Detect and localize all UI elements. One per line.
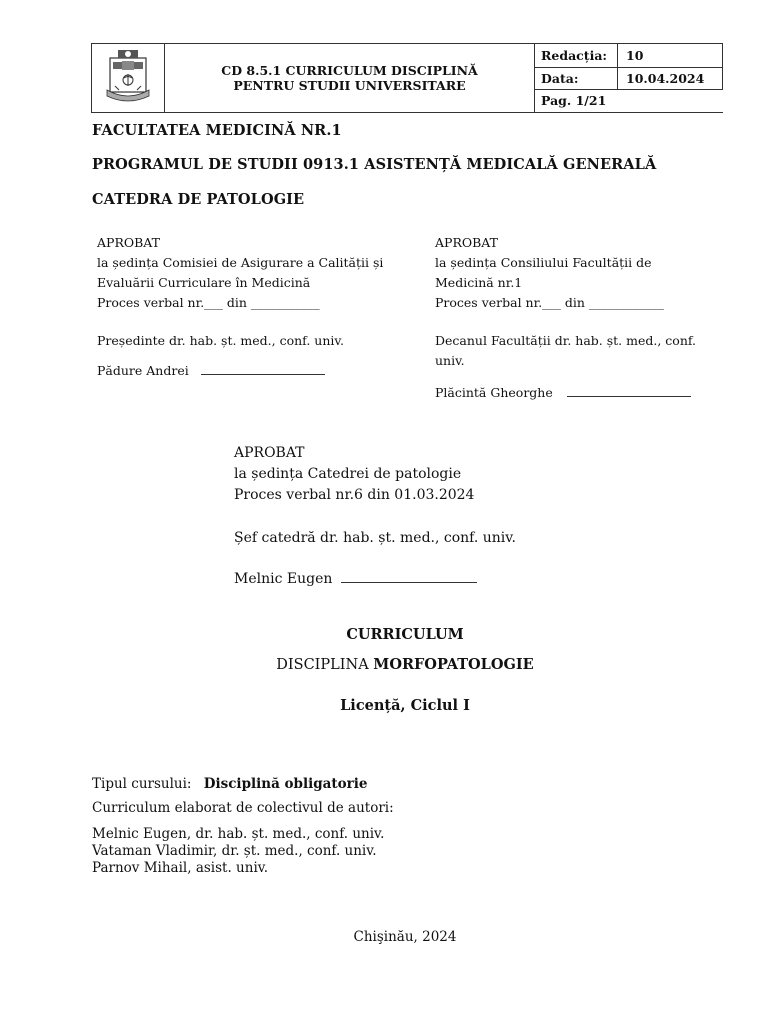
- date-value: 10.04.2024: [618, 68, 723, 90]
- date-label: Data:: [535, 68, 618, 90]
- approval-right-line2: Medicină nr.1: [435, 275, 523, 290]
- faculty-heading: FACULTATEA MEDICINĂ NR.1: [92, 122, 342, 139]
- approval-center-role: Șef catedră dr. hab. șt. med., conf. univ.: [234, 530, 516, 546]
- approval-left-protocol: Proces verbal nr.___ din ___________: [97, 295, 320, 310]
- place-and-year: Chişinău, 2024: [353, 929, 457, 945]
- signature-line: [567, 385, 691, 397]
- authors-list: [92, 826, 384, 877]
- department-heading: CATEDRA DE PATOLOGIE: [92, 191, 305, 208]
- course-type: [92, 776, 367, 792]
- approval-center-protocol: Proces verbal nr.6 din 01.03.2024: [234, 487, 475, 503]
- approval-left-line2: Evaluării Curriculare în Medicină: [97, 275, 311, 290]
- approval-right: [435, 233, 725, 403]
- approval-left-line1: la ședința Comisiei de Asigurare a Calității și: [97, 255, 384, 270]
- approval-right-line1: la ședința Consiliului Facultății de: [435, 255, 652, 270]
- program-heading: PROGRAMUL DE STUDII 0913.1 ASISTENȚĂ MEDICALĂ GENERALĂ: [92, 156, 657, 173]
- course-type-label: Tipul cursului:: [92, 776, 192, 792]
- approval-left: [97, 233, 417, 381]
- approval-center-name: Melnic Eugen: [234, 571, 333, 587]
- redactia-value: 10: [618, 44, 723, 68]
- authors-intro: Curriculum elaborat de colectivul de autori:: [92, 800, 394, 816]
- discipline-name: MORFOPATOLOGIE: [373, 656, 534, 673]
- approval-right-role-2: univ.: [435, 353, 465, 368]
- author-item: Parnov Mihail, asist. univ.: [92, 860, 269, 876]
- approval-right-role-1: Decanul Facultății dr. hab. șt. med., conf.: [435, 333, 697, 348]
- logo-cell: [92, 44, 165, 113]
- approval-left-title: APROBAT: [97, 235, 160, 250]
- curriculum-title: CURRICULUM: [346, 626, 464, 643]
- discipline-prefix: DISCIPLINA: [276, 657, 369, 673]
- discipline-line: [0, 656, 770, 673]
- document-header: [91, 43, 723, 113]
- approval-left-name: Pădure Andrei: [97, 363, 189, 378]
- author-item: Vataman Vladimir, dr. șt. med., conf. univ.: [92, 843, 377, 859]
- approval-left-role: Președinte dr. hab. șt. med., conf. univ.: [97, 333, 344, 348]
- university-crest-icon: [103, 48, 153, 106]
- title-line-1: CD 8.5.1 CURRICULUM DISCIPLINĂ: [221, 63, 478, 78]
- approval-right-protocol: Proces verbal nr.___ din ____________: [435, 295, 664, 310]
- approval-right-name: Plăcintă Gheorghe: [435, 385, 553, 400]
- signature-line: [201, 363, 325, 375]
- approval-right-title: APROBAT: [435, 235, 498, 250]
- study-level: Licență, Ciclul I: [340, 697, 470, 714]
- signature-line: [341, 571, 477, 583]
- approval-center-line1: la ședința Catedrei de patologie: [234, 466, 462, 482]
- redactia-label: Redacția:: [535, 44, 618, 68]
- course-type-value: Disciplină obligatorie: [203, 776, 368, 792]
- document-title: [165, 44, 535, 113]
- page-number: Pag. 1/21: [535, 89, 723, 112]
- approval-center-title: APROBAT: [234, 445, 305, 461]
- title-line-2: PENTRU STUDII UNIVERSITARE: [233, 78, 466, 93]
- approval-center: [234, 443, 594, 590]
- author-item: Melnic Eugen, dr. hab. șt. med., conf. univ.: [92, 826, 385, 842]
